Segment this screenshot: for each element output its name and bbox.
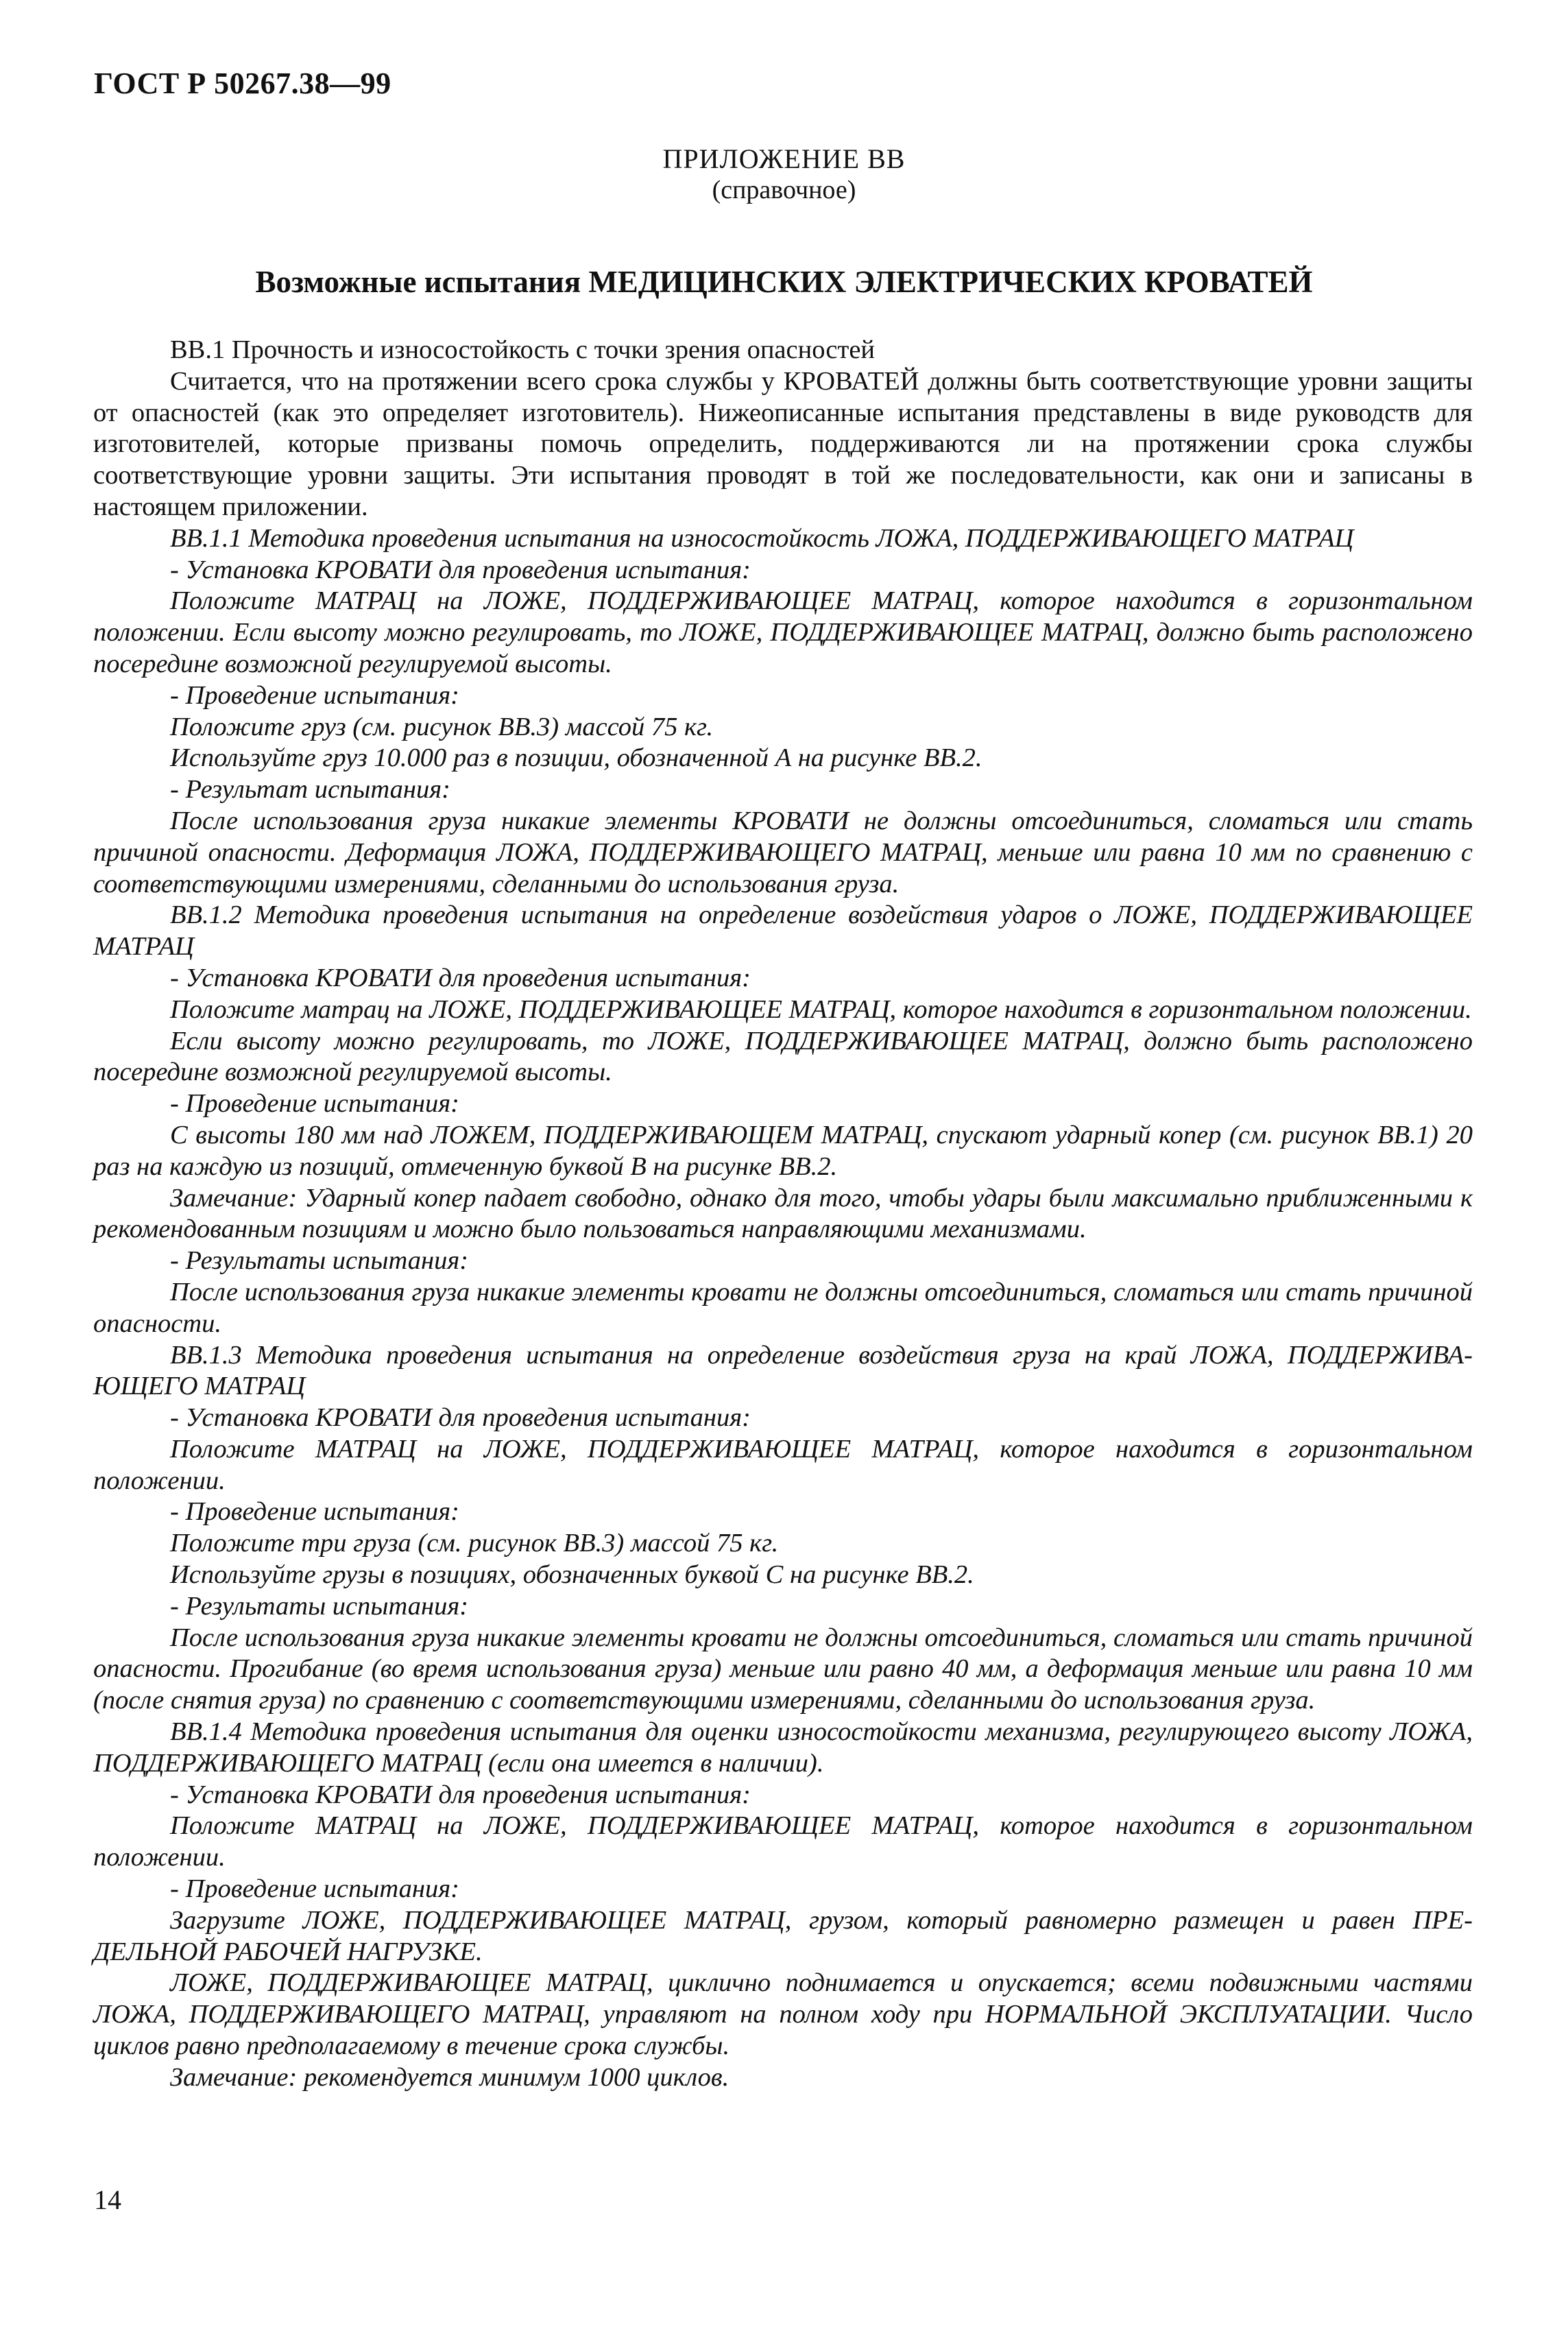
document-title [0, 264, 1568, 300]
paragraph: - Установка КРОВАТИ для проведения испытания: [170, 1403, 751, 1433]
paragraph: Замечание: рекомендуется минимум 1000 циклов. [170, 2062, 729, 2092]
paragraph: Загрузите ЛОЖЕ, ПОДДЕРЖИВАЮЩЕЕ МАТРАЦ, грузом, который равномерно размещен и равен ПРЕ-ДЕЛЬНОЙ РАБОЧЕЙ НАГРУЗКЕ. [93, 1905, 1473, 1966]
paragraph: Положите три груза (см. рисунок ВВ.3) массой 75 кг. [170, 1529, 779, 1558]
appendix-subtitle: (справочное) [712, 176, 856, 204]
paragraph: - Результаты испытания: [170, 1591, 469, 1621]
page-number: 14 [94, 2184, 121, 2215]
paragraph: Замечание: Ударный копер падает свободно, однако для того, чтобы удары были максимально приближенными к рекомендованным позициям и можно было пользоваться направляющими механизмами. [93, 1183, 1473, 1244]
paragraph: ЛОЖЕ, ПОДДЕРЖИВАЮЩЕЕ МАТРАЦ, циклично поднимается и опускается; всеми подвижными частями ЛОЖА, ПОДДЕРЖИВАЮЩЕГО МАТРАЦ, управляют на полном ходу при НОРМАЛЬНОЙ ЭКСПЛУАТАЦИИ. Число циклов равно предполагаемому в течение срока службы. [93, 1968, 1473, 2061]
title-caps: МЕДИЦИНСКИХ ЭЛЕКТРИЧЕСКИХ КРОВАТЕЙ [588, 265, 1313, 299]
standard-code: ГОСТ Р 50267.38—99 [94, 67, 391, 100]
paragraph: ВВ.1 Прочность и износостойкость с точки зрения опасностей [170, 335, 876, 364]
paragraph: - Результат испытания: [170, 775, 450, 804]
paragraph: ВВ.1.4 Методика проведения испытания для оценки износостойкости механизма, регулирующего высоту ЛОЖА, ПОДДЕРЖИВАЮЩЕГО МАТРАЦ (если она имеется в наличии). [93, 1717, 1473, 1778]
paragraph: ВВ.1.1 Методика проведения испытания на износостойкость ЛОЖА, ПОДДЕРЖИВАЮЩЕГО МАТРАЦ [170, 523, 1354, 553]
body-text [93, 335, 1473, 2094]
paragraph: Используйте грузы в позициях, обозначенных буквой С на рисунке ВВ.2. [170, 1560, 974, 1590]
paragraph: После использования груза никакие элементы кровати не должны отсоединиться, сломаться или стать причиной опасности. [93, 1277, 1473, 1338]
appendix-title: ПРИЛОЖЕНИЕ ВВ [662, 143, 906, 174]
paragraph: Положите груз (см. рисунок ВВ.3) массой 75 кг. [170, 712, 714, 741]
paragraph: - Установка КРОВАТИ для проведения испытания: [170, 1780, 751, 1809]
paragraph: После использования груза никакие элементы КРОВАТИ не должны отсоединиться, сломаться или стать причиной опасности. Деформация ЛОЖА, ПОДДЕРЖИВАЮЩЕГО МАТРАЦ, меньше или равна 10 мм по сравнению с соответствующими измерениями, сделанными до использования груза. [93, 806, 1473, 898]
paragraph: Положите МАТРАЦ на ЛОЖЕ, ПОДДЕРЖИВАЮЩЕЕ МАТРАЦ, которое находится в горизонтальном положении. Если высоту можно регулировать, то ЛОЖЕ, ПОДДЕРЖИВАЮЩЕЕ МАТРАЦ, должно быть расположено посередине возможной регулируемой высоты. [93, 586, 1473, 678]
paragraph: Положите МАТРАЦ на ЛОЖЕ, ПОДДЕРЖИВАЮЩЕЕ МАТРАЦ, которое находится в горизонтальном положении. [93, 1811, 1473, 1872]
paragraph: - Установка КРОВАТИ для проведения испытания: [170, 555, 751, 584]
paragraph: - Установка КРОВАТИ для проведения испытания: [170, 963, 751, 992]
paragraph: ВВ.1.2 Методика проведения испытания на определение воздействия ударов о ЛОЖЕ, ПОДДЕРЖИВАЮЩЕЕ МАТРАЦ [93, 900, 1473, 962]
paragraph: С высоты 180 мм над ЛОЖЕМ, ПОДДЕРЖИВАЮЩЕМ МАТРАЦ, спускают ударный копер (см. рисунок ВВ.1) 20 раз на каждую из позиций, отмеченную буквой В на рисунке ВВ.2. [93, 1120, 1473, 1181]
title-prefix: Возможные испытания [255, 265, 589, 299]
paragraph: - Проведение испытания: [170, 680, 459, 710]
paragraph: После использования груза никакие элементы кровати не должны отсоединиться, сломаться или стать причиной опасности. Прогибание (во время использования груза) меньше или равно 40 мм, а деформация меньше или равна 10 мм (после снятия груза) по сравнению с соответствующими измерениями, сделанными до использования груза. [93, 1623, 1473, 1715]
paragraph: Положите матрац на ЛОЖЕ, ПОДДЕРЖИВАЮЩЕЕ МАТРАЦ, которое находится в горизонтальном положении. [170, 994, 1472, 1024]
paragraph: Если высоту можно регулировать, то ЛОЖЕ, ПОДДЕРЖИВАЮЩЕЕ МАТРАЦ, должно быть расположено посередине возможной регулируемой высоты. [93, 1026, 1473, 1087]
paragraph: - Проведение испытания: [170, 1497, 459, 1527]
paragraph: - Проведение испытания: [170, 1089, 459, 1119]
paragraph: Положите МАТРАЦ на ЛОЖЕ, ПОДДЕРЖИВАЮЩЕЕ МАТРАЦ, которое находится в горизонтальном положении. [93, 1434, 1473, 1495]
paragraph: - Результаты испытания: [170, 1246, 469, 1276]
paragraph: ВВ.1.3 Методика проведения испытания на определение воздействия груза на край ЛОЖА, ПОДДЕРЖИВА-ЮЩЕГО МАТРАЦ [93, 1340, 1473, 1401]
paragraph: - Проведение испытания: [170, 1874, 459, 1904]
paragraph: Считается, что на протяжении всего срока службы у КРОВАТЕЙ должны быть соответствующие уровни защиты от опасностей (как это определяет изготовитель). Нижеописанные испытания представлены в виде руководств для изготовителей, которые призваны помочь определить, поддерживаются ли на протяжении срока службы соответствующие уровни защиты. Эти испытания проводят в той же последовательности, как они и записаны в настоящем приложении. [93, 366, 1473, 521]
paragraph: Используйте груз 10.000 раз в позиции, обозначенной А на рисунке ВВ.2. [170, 743, 982, 773]
